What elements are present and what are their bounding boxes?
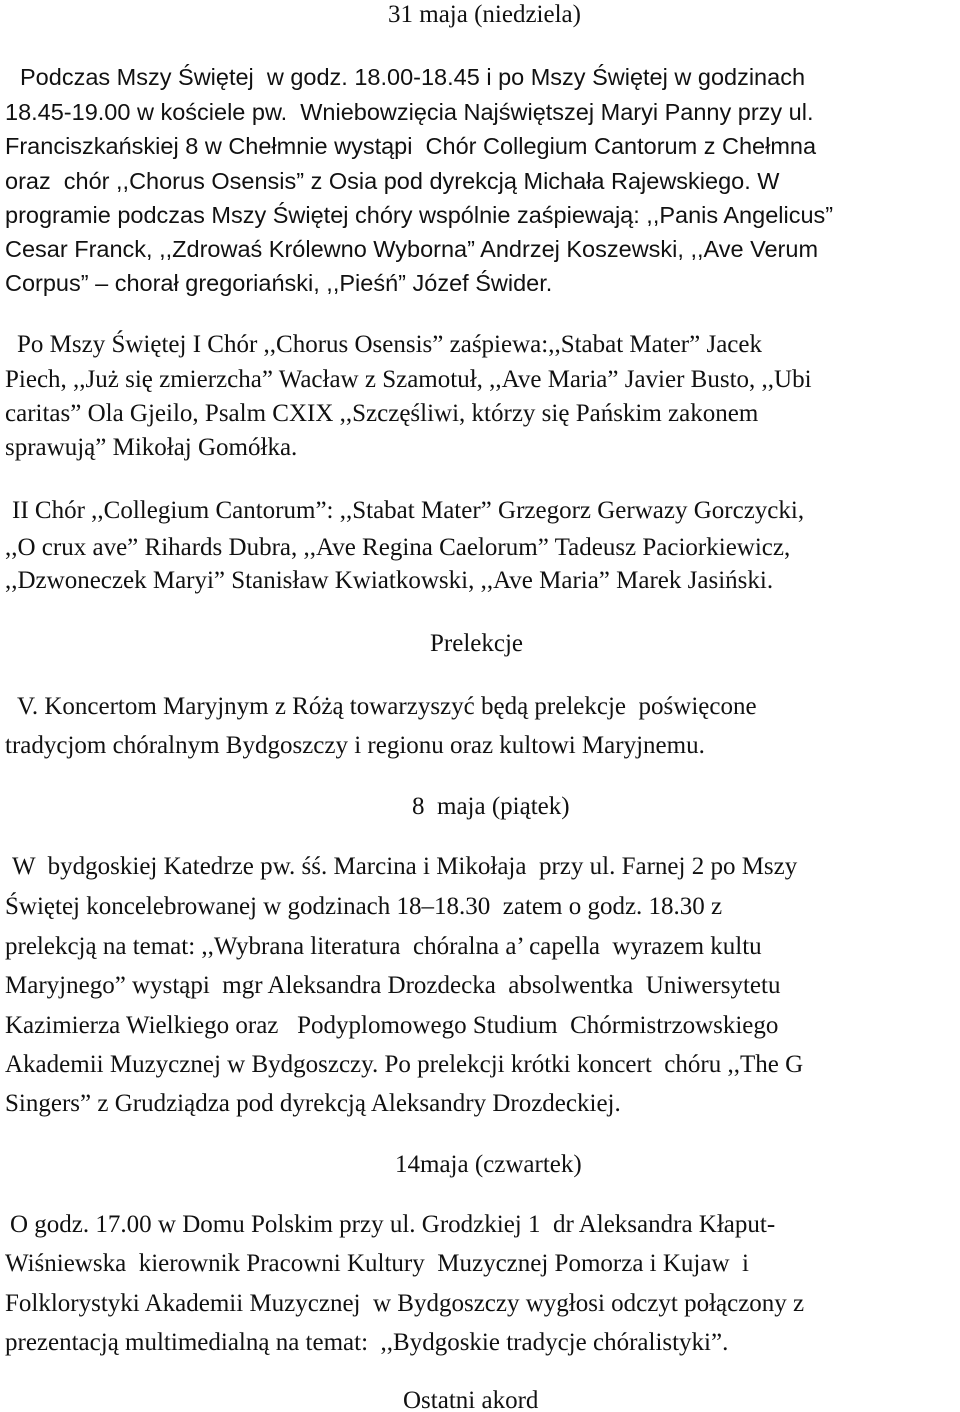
section-heading-8-maja: 8 maja (piątek) [412,793,570,820]
paragraph-line: caritas” Ola Gjeilo, Psalm CXIX ,,Szczęśliwi, którzy się Pańskim zakonem [5,400,759,427]
paragraph-line: sprawują” Mikołaj Gomółka. [5,434,298,461]
paragraph-line: Piech, ,,Już się zmierzcha” Wacław z Szamotuł, ,,Ave Maria” Javier Busto, ,,Ubi [5,366,812,393]
paragraph-line: Po Mszy Świętej I Chór ,,Chorus Osensis” zaśpiewa:,,Stabat Mater” Jacek [17,331,762,358]
paragraph-line: prelekcją na temat: ,,Wybrana literatura chóralna a’ capella wyrazem kultu [5,933,762,960]
paragraph-line: Wiśniewska kierownik Pracowni Kultury Muzycznej Pomorza i Kujaw i [5,1250,749,1277]
paragraph-line: ,,O crux ave” Rihards Dubra, ,,Ave Regina Caelorum” Tadeusz Paciorkiewicz, [5,534,791,561]
paragraph-line: Maryjnego” wystąpi mgr Aleksandra Drozdecka absolwentka Uniwersytetu [5,972,781,999]
paragraph-line: prezentacją multimedialną na temat: ,,Bydgoskie tradycje chóralistyki”. [5,1329,729,1356]
paragraph-line: Singers” z Grudziądza pod dyrekcją Aleksandry Drozdeckiej. [5,1090,621,1117]
paragraph-line: II Chór ,,Collegium Cantorum”: ,,Stabat Mater” Grzegorz Gerwazy Gorczycki, [12,497,805,524]
paragraph-line: programie podczas Mszy Świętej chóry wspólnie zaśpiewają: ,,Panis Angelicus” [5,202,834,228]
paragraph-line: Franciszkańskiej 8 w Chełmnie wystąpi Chór Collegium Cantorum z Chełmna [5,133,817,159]
paragraph-line: Folklorystyki Akademii Muzycznej w Bydgoszczy wygłosi odczyt połączony z [5,1290,805,1317]
section-heading-prelekcje: Prelekcje [430,630,524,657]
paragraph-line: Corpus” – chorał gregoriański, ,,Pieśń” Józef Świder. [5,270,553,296]
paragraph-line: V. Koncertom Maryjnym z Różą towarzyszyć będą prelekcje poświęcone [17,693,757,720]
paragraph-line: tradycjom chóralnym Bydgoszczy i regionu oraz kultowi Maryjnemu. [5,732,705,759]
paragraph-line: O godz. 17.00 w Domu Polskim przy ul. Grodzkiej 1 dr Aleksandra Kłaput- [10,1211,776,1238]
paragraph-line: ,,Dzwoneczek Maryi” Stanisław Kwiatkowski, ,,Ave Maria” Marek Jasiński. [5,567,774,594]
paragraph-line: Kazimierza Wielkiego oraz Podyplomowego Studium Chórmistrzowskiego [5,1012,779,1039]
paragraph-line: oraz chór ,,Chorus Osensis” z Osia pod dyrekcją Michała Rajewskiego. W [5,168,780,194]
paragraph-line: W bydgoskiej Katedrze pw. śś. Marcina i Mikołaja przy ul. Farnej 2 po Mszy [12,853,798,880]
section-heading-14-maja: 14maja (czwartek) [395,1151,582,1178]
paragraph-line: Akademii Muzycznej w Bydgoszczy. Po prelekcji krótki koncert chóru ,,The G [5,1051,804,1078]
paragraph-line: Podczas Mszy Świętej w godz. 18.00-18.45 i po Mszy Świętej w godzinach [20,64,806,90]
paragraph-line: Świętej koncelebrowanej w godzinach 18–18.30 zatem o godz. 18.30 z [5,893,723,920]
section-heading-31-maja: 31 maja (niedziela) [388,1,581,28]
paragraph-line: 18.45-19.00 w kościele pw. Wniebowzięcia Najświętszej Maryi Panny przy ul. [5,99,814,125]
section-heading-ostatni-akord: Ostatni akord [403,1387,539,1412]
paragraph-line: Cesar Franck, ,,Zdrowaś Królewno Wyborna” Andrzej Koszewski, ,,Ave Verum [5,236,819,262]
